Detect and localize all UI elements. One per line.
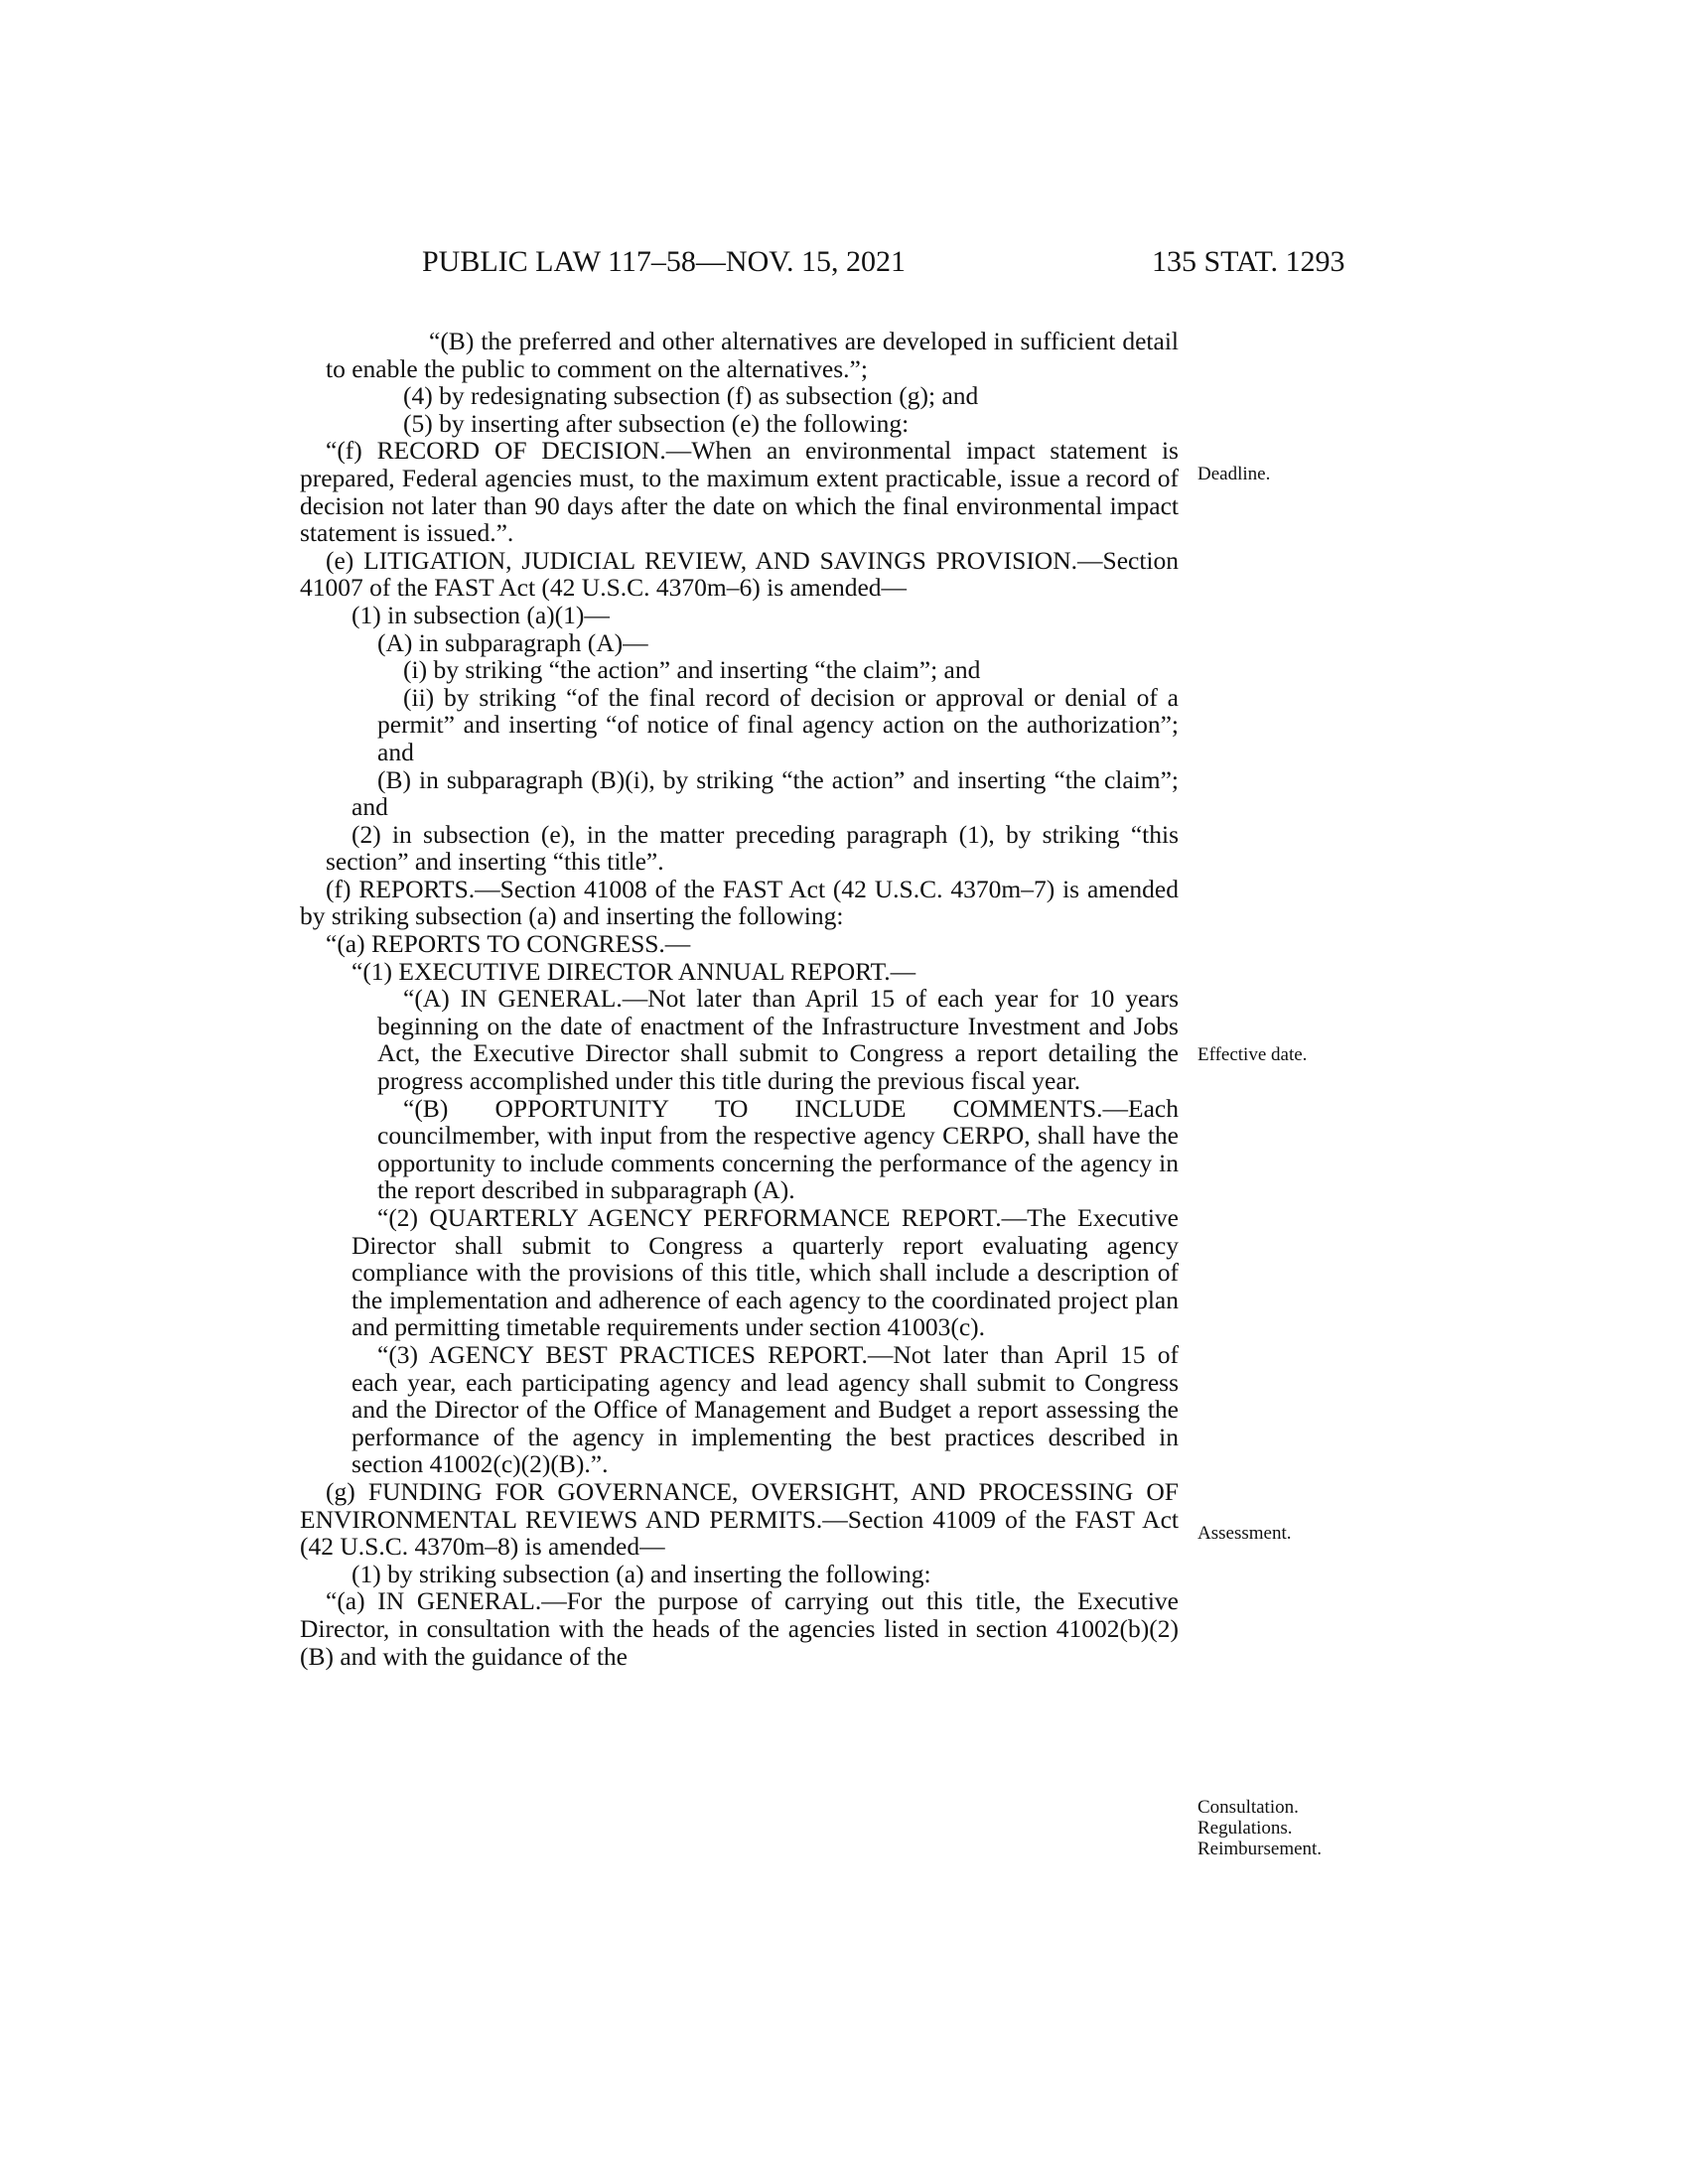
paragraph: (1) in subsection (a)(1)— — [352, 600, 610, 629]
paragraph: (4) by redesignating subsection (f) as subsection (g); and — [403, 381, 979, 411]
paragraph: “(B) OPPORTUNITY TO INCLUDE COMMENTS.—Each councilmember, with input from the respective agency CERPO, shall have the opportunity to include comments concerning the performance of the agency in the report described in subparagraph (A). — [377, 1093, 1179, 1205]
paragraph: (i) by striking “the action” and inserting “the claim”; and — [403, 655, 981, 685]
body-text — [300, 328, 1179, 1670]
paragraph: “(2) QUARTERLY AGENCY PERFORMANCE REPORT.—The Executive Director shall submit to Congress a quarterly report evaluating agency compliance with the provisions of this title, which shall include a description of the implementation and adherence of each agency to the coordinated project plan and permitting timetable requirements under section 41003(c). — [352, 1203, 1179, 1342]
paragraph: “(a) IN GENERAL.—For the purpose of carrying out this title, the Executive Director, in consultation with the heads of the agencies listed in section 41002(b)(2)(B) and with the guidance of the — [300, 1586, 1179, 1671]
paragraph: “(f) RECORD OF DECISION.—When an environmental impact statement is prepared, Federal agencies must, to the maximum extent practicable, issue a record of decision not later than 90 days after the date on which the final environmental impact statement is issued.”. — [300, 436, 1179, 548]
margin-note: Assessment. — [1197, 1523, 1292, 1544]
paragraph: “(3) AGENCY BEST PRACTICES REPORT.—Not later than April 15 of each year, each participating agency and lead agency shall submit to Congress and the Director of the Office of Management and Budget a report assessing the performance of the agency in implementing the best practices described in section 41002(c)(2)(B).”. — [352, 1339, 1179, 1479]
paragraph: (5) by inserting after subsection (e) the following: — [403, 408, 910, 438]
margin-note: Deadline. — [1197, 464, 1271, 484]
paragraph: (B) in subparagraph (B)(i), by striking “the action” and inserting “the claim”; and — [352, 764, 1179, 822]
paragraph: (f) REPORTS.—Section 41008 of the FAST Act (42 U.S.C. 4370m–7) is amended by striking subsection (a) and inserting the following: — [300, 874, 1179, 931]
paragraph: (g) FUNDING FOR GOVERNANCE, OVERSIGHT, AND PROCESSING OF ENVIRONMENTAL REVIEWS AND PERMITS.—Section 41009 of the FAST Act (42 U.S.C. 4370m–8) is amended— — [300, 1476, 1179, 1562]
margin-note: Regulations. — [1197, 1818, 1293, 1839]
margin-note: Consultation. — [1197, 1797, 1299, 1818]
paragraph: (ii) by striking “of the final record of decision or approval or denial of a permit” and inserting “of notice of final agency action on the authorization”; and — [377, 682, 1179, 766]
paragraph: (e) LITIGATION, JUDICIAL REVIEW, AND SAVINGS PROVISION.—Section 41007 of the FAST Act (42 U.S.C. 4370m–6) is amended— — [300, 545, 1179, 603]
paragraph: (1) by striking subsection (a) and inserting the following: — [352, 1559, 931, 1588]
paragraph: (A) in subparagraph (A)— — [377, 627, 648, 657]
paragraph: “(1) EXECUTIVE DIRECTOR ANNUAL REPORT.— — [352, 956, 916, 986]
paragraph: “(a) REPORTS TO CONGRESS.— — [326, 929, 691, 959]
margin-note: Effective date. — [1197, 1044, 1308, 1065]
page-header — [0, 245, 1688, 285]
paragraph: (2) in subsection (e), in the matter preceding paragraph (1), by striking “this section” and inserting “this title”. — [326, 819, 1179, 877]
paragraph: “(B) the preferred and other alternatives are developed in sufficient detail to enable the public to comment on the alternatives.”; — [326, 327, 1179, 383]
paragraph: “(A) IN GENERAL.—Not later than April 15 of each year for 10 years beginning on the date of enactment of the Infrastructure Investment and Jobs Act, the Executive Director shall submit to Congress a report detailing the progress accomplished under this title during the previous fiscal year. — [377, 984, 1179, 1096]
page-number: 135 STAT. 1293 — [1152, 245, 1345, 278]
margin-note: Reimbursement. — [1197, 1839, 1323, 1859]
running-title: PUBLIC LAW 117–58—NOV. 15, 2021 — [422, 245, 907, 278]
